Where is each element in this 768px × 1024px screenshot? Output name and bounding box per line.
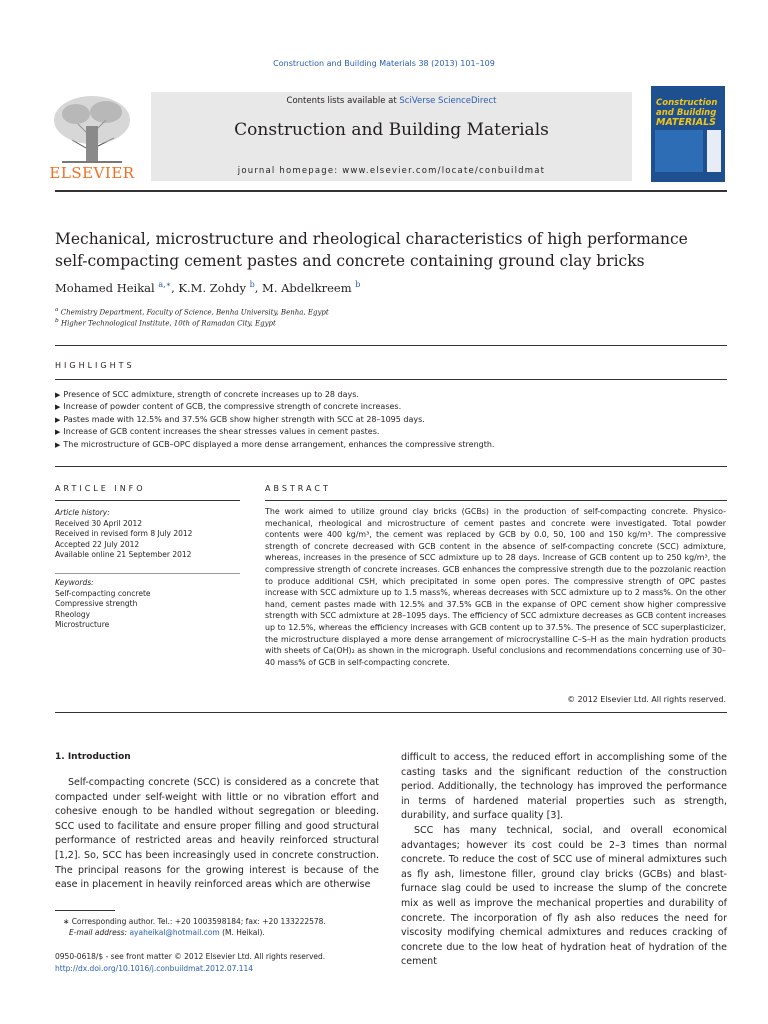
intro-left-column: Self-compacting concrete (SCC) is considered as a concrete that compacted under self-weight with little or no vibration effort and cohesive enough to be handled without segregation or bleeding. SCC used to facilitate and ensure proper filling and good structural performance of restricted areas and heavily reinforced structural [1,2]. So, SCC has been increasingly used in concrete construction. The principal reasons for the growing interest is because of the ease in placement in heavily reinforced areas which are otherwise (55, 777, 379, 891)
publisher-name: ELSEVIER (49, 164, 135, 182)
journal-cover-image: Construction and Building MATERIALS (651, 86, 725, 182)
section-heading-introduction: 1. Introduction (55, 752, 131, 762)
divider (265, 500, 727, 501)
email-link[interactable]: ayaheikal@hotmail.com (129, 928, 220, 937)
footnote-rule (55, 910, 115, 911)
elsevier-logo (42, 88, 142, 180)
divider (55, 466, 727, 467)
article-title: Mechanical, microstructure and rheological characteristics of high performance self-compacting cement pastes and concrete containing ground clay bricks (55, 230, 688, 270)
divider (55, 345, 727, 346)
article-history: Article history: Received 30 April 2012 Received in revised form 8 July 2012 Accepted 22 July 2012 Available online 21 September 2012 (55, 508, 193, 560)
divider (55, 573, 240, 574)
highlights-heading: HIGHLIGHTS (55, 361, 135, 370)
keywords: Keywords: Self-compacting concrete Compressive strength Rheology Microstructure (55, 578, 151, 630)
divider (55, 500, 240, 501)
list-item: ▶ Pastes made with 12.5% and 37.5% GCB show higher strength with SCC at 28–1095 days. (55, 414, 425, 424)
corresponding-author-note: ∗ Corresponding author. Tel.: +20 1003598184; fax: +20 133222578. E-mail address: ayaheikal@hotmail.com (M. Heikal). (63, 917, 326, 937)
sciencedirect-link[interactable]: SciVerse ScienceDirect (399, 96, 497, 106)
list-item: ▶ The microstructure of GCB–OPC displayed a more dense arrangement, enhances the compressive strength. (55, 439, 495, 449)
abstract-copyright: © 2012 Elsevier Ltd. All rights reserved. (567, 695, 726, 704)
list-item: ▶ Presence of SCC admixture, strength of concrete increases up to 28 days. (55, 390, 359, 399)
highlights-list (55, 389, 494, 451)
triangle-bullet-icon: ▶ (55, 391, 61, 399)
contents-line: Contents lists available at SciVerse ScienceDirect (286, 96, 497, 106)
list-item: ▶ Increase of GCB content increases the shear stresses values in cement pastes. (55, 427, 380, 437)
author-list: Mohamed Heikal $^{a,∗}$, K.M. Zohdy $^b$, M. Abdelkreem $^b$ (55, 280, 361, 295)
abstract-heading: ABSTRACT (265, 484, 331, 493)
header-rule (55, 190, 727, 192)
journal-homepage[interactable]: journal homepage: www.elsevier.com/locate/conbuildmat (237, 166, 546, 176)
triangle-bullet-icon: ▶ (55, 403, 61, 412)
affiliation-a: $^a$ Chemistry Department, Faculty of Science, Benha University, Benha, Egypt (55, 307, 329, 317)
divider (55, 712, 727, 713)
triangle-bullet-icon: ▶ (55, 415, 61, 424)
divider (55, 379, 727, 380)
article-info-heading: ARTICLE INFO (55, 484, 146, 493)
journal-reference[interactable]: Construction and Building Materials 38 (2013) 101–109 (273, 59, 495, 68)
list-item: ▶ Increase of powder content of GCB, the compressive strength of concrete increases. (55, 402, 402, 412)
journal-title: Construction and Building Materials (234, 120, 549, 140)
abstract-text: The work aimed to utilize ground clay bricks (GCBs) in the production of self-compacting concrete. Physico-mechanical, rheological and microstructure of cement pastes and concrete were investigated. Total powder contents were 400 kg/m³, the cement was replaced by GCB by 0.0, 50, 100 and 150 kg/m³. The compressive strength of concrete decreased with GCB content in the absence of self-compacting concrete (SCC) admixture, whereas, increases in the presence of SCC admixture up to 28 days. Increase of GCB content up to 250 kg/m³, the compressive strength of concrete increases. GCB enhances the compressive strength due to the pozzolanic reaction to produce additional CSH, which precipitated in some open pores. The compressive strength of OPC pastes increase with SCC admixture up to 1.5 mass%, whereas decreases with SCC admixture up to 2 mass%. On the other hand, cement pastes made with 12.5% and 37.5% GCB in the expanse of OPC cement show higher compressive strength with SCC admixture at 28–1095 days. The efficiency of SCC admixture decreases as GCB content increases up to 12.5%, whereas the efficiency increases with GCB content up to 37.5%. The presence of SCC superplasticizer, the microstructure displayed a more dense arrangement of microcrystalline C–S–H as the main hydration products with sheets of Ca(OH)₂ as shown in the micrograph. Useful conclusions and recommendations concerning use of 30–40 mass% of GCB in self-compacting concrete. (265, 507, 726, 667)
doi-link[interactable]: http://dx.doi.org/10.1016/j.conbuildmat.2012.07.114 (55, 964, 254, 973)
triangle-bullet-icon: ▶ (55, 440, 61, 449)
triangle-bullet-icon: ▶ (55, 428, 61, 437)
issn-line: 0950-0618/$ - see front matter © 2012 Elsevier Ltd. All rights reserved. (55, 952, 326, 961)
affiliation-b: $^b$ Higher Technological Institute, 10th of Ramadan City, Egypt (55, 318, 276, 328)
intro-right-column: difficult to access, the reduced effort in accomplishing some of the casting tasks and the significant reduction of the construction period. Additionally, the technology has improved the performance in terms of hardened material properties such as strength, durability, and surface quality [3]. SCC has many technical, social, and overall economical advantages; however its cost could be 2–3 times than normal concrete. To reduce the cost of SCC use of mineral admixtures such as fly ash, limestone filler, ground clay bricks (GCBs) and blast-furnace slag could be used to increase the slump of the concrete mix as well as improve the mechanical properties and durability of concrete. The incorporation of fly ash also reduces the need for viscosity modifying chemical admixtures and reduces cracking of concrete due to the low heat of hydration heat of hydration of the cement (401, 752, 727, 968)
